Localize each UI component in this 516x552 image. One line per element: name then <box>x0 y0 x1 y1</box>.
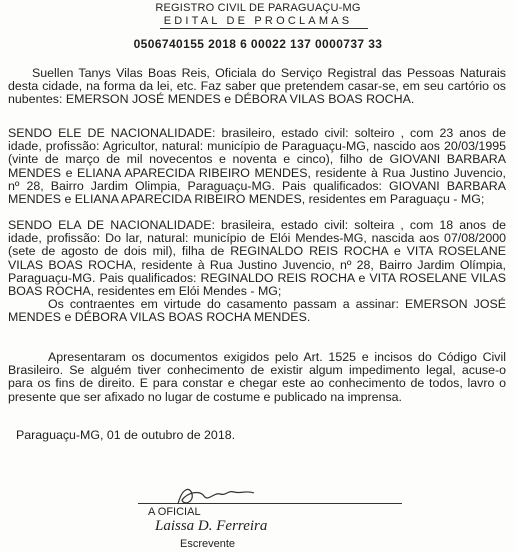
intro-paragraph: Suellen Tanys Vilas Boas Reis, Oficiala do Serviço Registral das Pessoas Naturais desta cidade, na forma da lei, etc. Faz saber que pretendem casar-se, em seu cartório os nubentes: EMERSON JOSÉ MENDES e DÉBORA VILAS BOAS ROCHA. <box>8 66 506 107</box>
registration-number: 0506740155 2018 6 00022 137 0000737 33 <box>133 37 383 51</box>
signing-paragraph: Os contraentes em virtude do casamento passam a assinar: EMERSON JOSÉ MENDES e DÉBORA VILAS BOAS ROCHA MENDES. <box>8 297 506 325</box>
document-title: EDITAL DE PROCLAMAS <box>163 15 353 27</box>
official-name: Laissa D. Ferreira <box>155 518 268 534</box>
registry-name: REGISTRO CIVIL DE PARAGUAÇU-MG <box>155 2 361 14</box>
bride-paragraph: SENDO ELA DE NACIONALIDADE: brasileira, estado civil: solteira , com 18 anos de idade, profissão: Do lar, natural: município de Elói Mendes-MG, nascida aos 07/08/2000 (sete de agosto de dois mil), filha de REGINALDO REIS ROCHA e VITA ROSELANE VILAS BOAS ROCHA, residente à Rua Justino Juvencio, nº 28, Bairro Jardim Olímpia, Paraguaçu-MG. Pais qualificados: REGINALDO REIS ROCHA e VITA ROSELANE VILAS BOAS ROCHA, residentes em Elói Mendes - MG; <box>8 218 506 299</box>
signature-line <box>138 503 402 504</box>
official-title: A OFICIAL <box>148 506 201 518</box>
official-role: Escrevente <box>180 538 236 550</box>
header-divider <box>160 28 368 29</box>
groom-paragraph: SENDO ELE DE NACIONALIDADE: brasileiro, estado civil: solteiro , com 23 anos de idade, profissão: Agricultor, natural: município de Paraguaçu-MG, nascido aos 20/03/1995 (vinte de março de mil novecentos e noventa e cinco), filho de GIOVANI BARBARA MENDES e ELIANA APARECIDA RIBEIRO MENDES, residente à Rua Justino Juvencio, nº 28, Bairro Jardim Olimpia, Paraguaçu-MG. Pais qualificados: GIOVANI BARBARA MENDES e ELIANA APARECIDA RIBEIRO MENDES, residentes em Paraguaçu - MG; <box>8 126 506 207</box>
place-date: Paraguaçu-MG, 01 de outubro de 2018. <box>16 428 236 442</box>
documents-paragraph: Apresentaram os documentos exigidos pelo Art. 1525 e incisos do Código Civil Brasileiro. Se alguém tiver conhecimento de existir algum impedimento legal, acuse-o para os fins de direito. E para constar e chegar este ao conhecimento de todos, lavro o presente que ser afixado no lugar de costume e publicado na imprensa. <box>8 350 506 404</box>
